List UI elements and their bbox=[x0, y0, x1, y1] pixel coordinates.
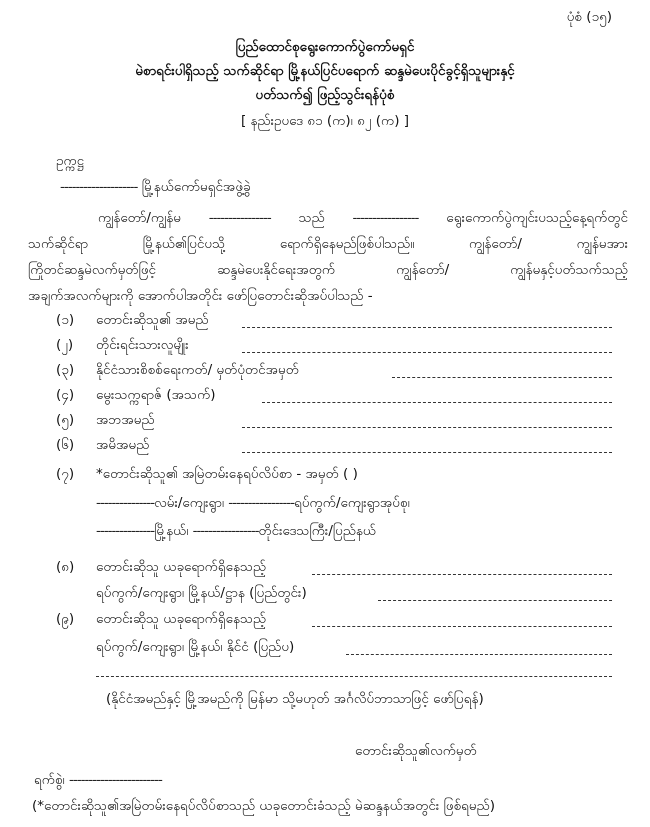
item-current-abroad-location bbox=[56, 610, 266, 630]
applicant-signature-label: တောင်းဆိုသူ၏လက်မှတ် bbox=[355, 743, 477, 759]
paragraph-text: ကျွန်မနှင့်ပတ်သက်သည့် bbox=[510, 262, 628, 278]
applicant-name-field[interactable] bbox=[242, 327, 612, 328]
abroad-location-sublabel: ရပ်ကွက်/ကျေးရွာ၊ မြို့နယ်၊ နိုင်ငံ (ပြည်ပ) bbox=[96, 639, 295, 655]
address-township-region-line bbox=[96, 522, 376, 542]
item-current-domestic-location bbox=[56, 558, 266, 578]
item-label: နိုင်ငံသားစိစစ်ရေးကတ်/ မှတ်ပုံတင်အမှတ် bbox=[96, 362, 299, 378]
paragraph-text: မြို့နယ်၏ပြင်ပသို့ bbox=[142, 236, 226, 252]
township-label: မြို့နယ်၊ bbox=[154, 523, 189, 539]
street-blank: --------------- bbox=[96, 495, 155, 511]
paragraph-line-2 bbox=[28, 231, 628, 257]
form-number: ပုံစံ (၁၅) bbox=[566, 9, 612, 25]
paragraph-text: အချက်အလက်များကို အောက်ပါအတိုင်း ဖော်ပြတောင်းဆိုအပ်ပါသည် - bbox=[28, 288, 373, 304]
addressee-text: မြို့နယ်ကော်မရှင်အဖွဲ့ခွဲ bbox=[141, 179, 251, 195]
item-number: (၃) bbox=[56, 362, 75, 378]
item-number: (၈) bbox=[56, 559, 75, 575]
item-label: တောင်းဆိုသူ ယခုရောက်ရှိနေသည့် bbox=[96, 559, 267, 575]
father-name-field[interactable] bbox=[242, 427, 612, 428]
item-number: (၉) bbox=[56, 611, 75, 627]
paragraph-text: ကျွန်တော်/ bbox=[396, 262, 450, 278]
item-number: (၂) bbox=[56, 337, 74, 353]
item-number: (၆) bbox=[56, 437, 75, 453]
paragraph-text: သည် bbox=[298, 210, 325, 226]
domestic-location-sublabel: ရပ်ကွက်/ကျေးရွာ၊ မြို့နယ်/ဋ္ဌာန (ပြည်တွင်း) bbox=[96, 585, 307, 601]
date-label: ရက်စွဲ၊ bbox=[34, 772, 65, 788]
region-label: တိုင်းဒေသကြီး/ပြည်နယ် bbox=[258, 523, 377, 539]
paragraph-line-3 bbox=[28, 257, 628, 283]
ethnicity-field[interactable] bbox=[242, 352, 612, 353]
item-mother-name bbox=[56, 436, 149, 456]
date-blank[interactable]: ------------------------ bbox=[69, 772, 162, 788]
item-number: (၇) bbox=[56, 466, 75, 482]
item-label: တိုင်းရင်းသားလူမျိုး bbox=[96, 337, 189, 353]
addressee-dashes: -------------------- bbox=[60, 179, 138, 195]
item-father-name bbox=[56, 411, 155, 431]
item-label: အမိအမည် bbox=[96, 437, 150, 453]
address-street-ward-line bbox=[96, 494, 410, 514]
paragraph-text: ဆန္ဒမဲပေးနိုင်ရေးအတွက် bbox=[217, 262, 336, 278]
current-abroad-location-field[interactable] bbox=[312, 626, 612, 627]
item-citizenship-card bbox=[56, 361, 299, 381]
name-blank: ---------------- bbox=[208, 210, 271, 226]
item-label: *တောင်းဆိုသူ၏ အမြဲတမ်းနေရပ်လိပ်စာ - အမှတ် ( ) bbox=[96, 466, 358, 482]
item-date-of-birth bbox=[56, 386, 216, 406]
item-ethnicity bbox=[56, 336, 189, 356]
region-blank: ----------------- bbox=[192, 523, 259, 539]
language-note: (နိုင်ငံအမည်နှင့် မြို့အမည်ကို မြန်မာ သို့မဟုတ် အင်္ဂလိပ်ဘာသာဖြင့် ဖော်ပြရန်) bbox=[106, 691, 484, 707]
abroad-location-detail-field[interactable] bbox=[346, 654, 612, 655]
header-form-subtitle: မဲစာရင်းပါရှိသည့် သက်ဆိုင်ရာ မြို့နယ်ပြင်ပရောက် ဆန္ဒမဲပေးပိုင်ခွင့်ရှိသူများနှင့် bbox=[135, 63, 515, 79]
item-permanent-address bbox=[56, 465, 358, 485]
paragraph-text: ရွေးကောက်ပွဲကျင်းပသည့်နေ့ရက်တွင် bbox=[446, 210, 628, 226]
paragraph-text: ရောက်ရှိနေမည်ဖြစ်ပါသည်။ bbox=[279, 236, 415, 252]
date-line bbox=[34, 771, 162, 791]
header-commission-title: ပြည်ထောင်စုရွေးကောက်ပွဲကော်မရှင် bbox=[235, 39, 415, 55]
election-blank: ----------------- bbox=[352, 210, 419, 226]
address-footnote: (*တောင်းဆိုသူ၏အမြဲတမ်းနေရပ်လိပ်စာသည် ယခုတောင်းခံသည့် မဲဆန္ဒနယ်အတွင်း ဖြစ်ရမည်) bbox=[32, 798, 495, 814]
item-number: (၅) bbox=[56, 412, 75, 428]
paragraph-text: ကျွန်တော်/ကျွန်မ bbox=[98, 210, 181, 226]
paragraph-text: သက်ဆိုင်ရာ bbox=[28, 236, 89, 252]
citizenship-card-field[interactable] bbox=[392, 377, 612, 378]
date-of-birth-field[interactable] bbox=[262, 402, 612, 403]
request-paragraph bbox=[28, 205, 628, 309]
addressee bbox=[60, 178, 251, 198]
item-applicant-name bbox=[56, 311, 209, 331]
ward-label: ရပ်ကွက်/ကျေးရွာအုပ်စု၊ bbox=[294, 495, 410, 511]
header-form-purpose: ပတ်သက်၍ ဖြည့်သွင်းရန်ပုံစံ bbox=[255, 87, 395, 103]
to-label: ဥက္ကဋ္ဌ bbox=[56, 153, 85, 169]
paragraph-line-1 bbox=[28, 205, 628, 231]
street-label: လမ်း/ကျေးရွာ၊ bbox=[154, 495, 224, 511]
item-label: တောင်းဆိုသူ၏ အမည် bbox=[96, 312, 209, 328]
mother-name-field[interactable] bbox=[242, 452, 612, 453]
item-label: မွေးသက္ကရာဇ် (အသက်) bbox=[96, 387, 216, 403]
item-label: အဘအမည် bbox=[96, 412, 155, 428]
item-number: (၁) bbox=[56, 312, 75, 328]
item-label: တောင်းဆိုသူ ယခုရောက်ရှိနေသည့် bbox=[96, 611, 267, 627]
paragraph-text: ကျွန်တော်/ bbox=[469, 236, 522, 252]
paragraph-text: ကျွန်မအား bbox=[576, 236, 628, 252]
domestic-location-detail-field[interactable] bbox=[378, 600, 612, 601]
ward-blank: ----------------- bbox=[228, 495, 295, 511]
township-blank: --------------- bbox=[96, 523, 155, 539]
item-number: (၄) bbox=[56, 387, 75, 403]
paragraph-text: ကြိုတင်ဆန္ဒမဲလက်မှတ်ဖြင့် bbox=[28, 262, 157, 278]
current-domestic-location-field[interactable] bbox=[312, 574, 612, 575]
header-rule-reference: [ နည်းဥပဒေ ၈၁ (က)၊ ၈၂ (က) ] bbox=[240, 113, 410, 129]
abroad-location-extra-field[interactable] bbox=[96, 676, 612, 677]
paragraph-line-4 bbox=[28, 283, 628, 309]
